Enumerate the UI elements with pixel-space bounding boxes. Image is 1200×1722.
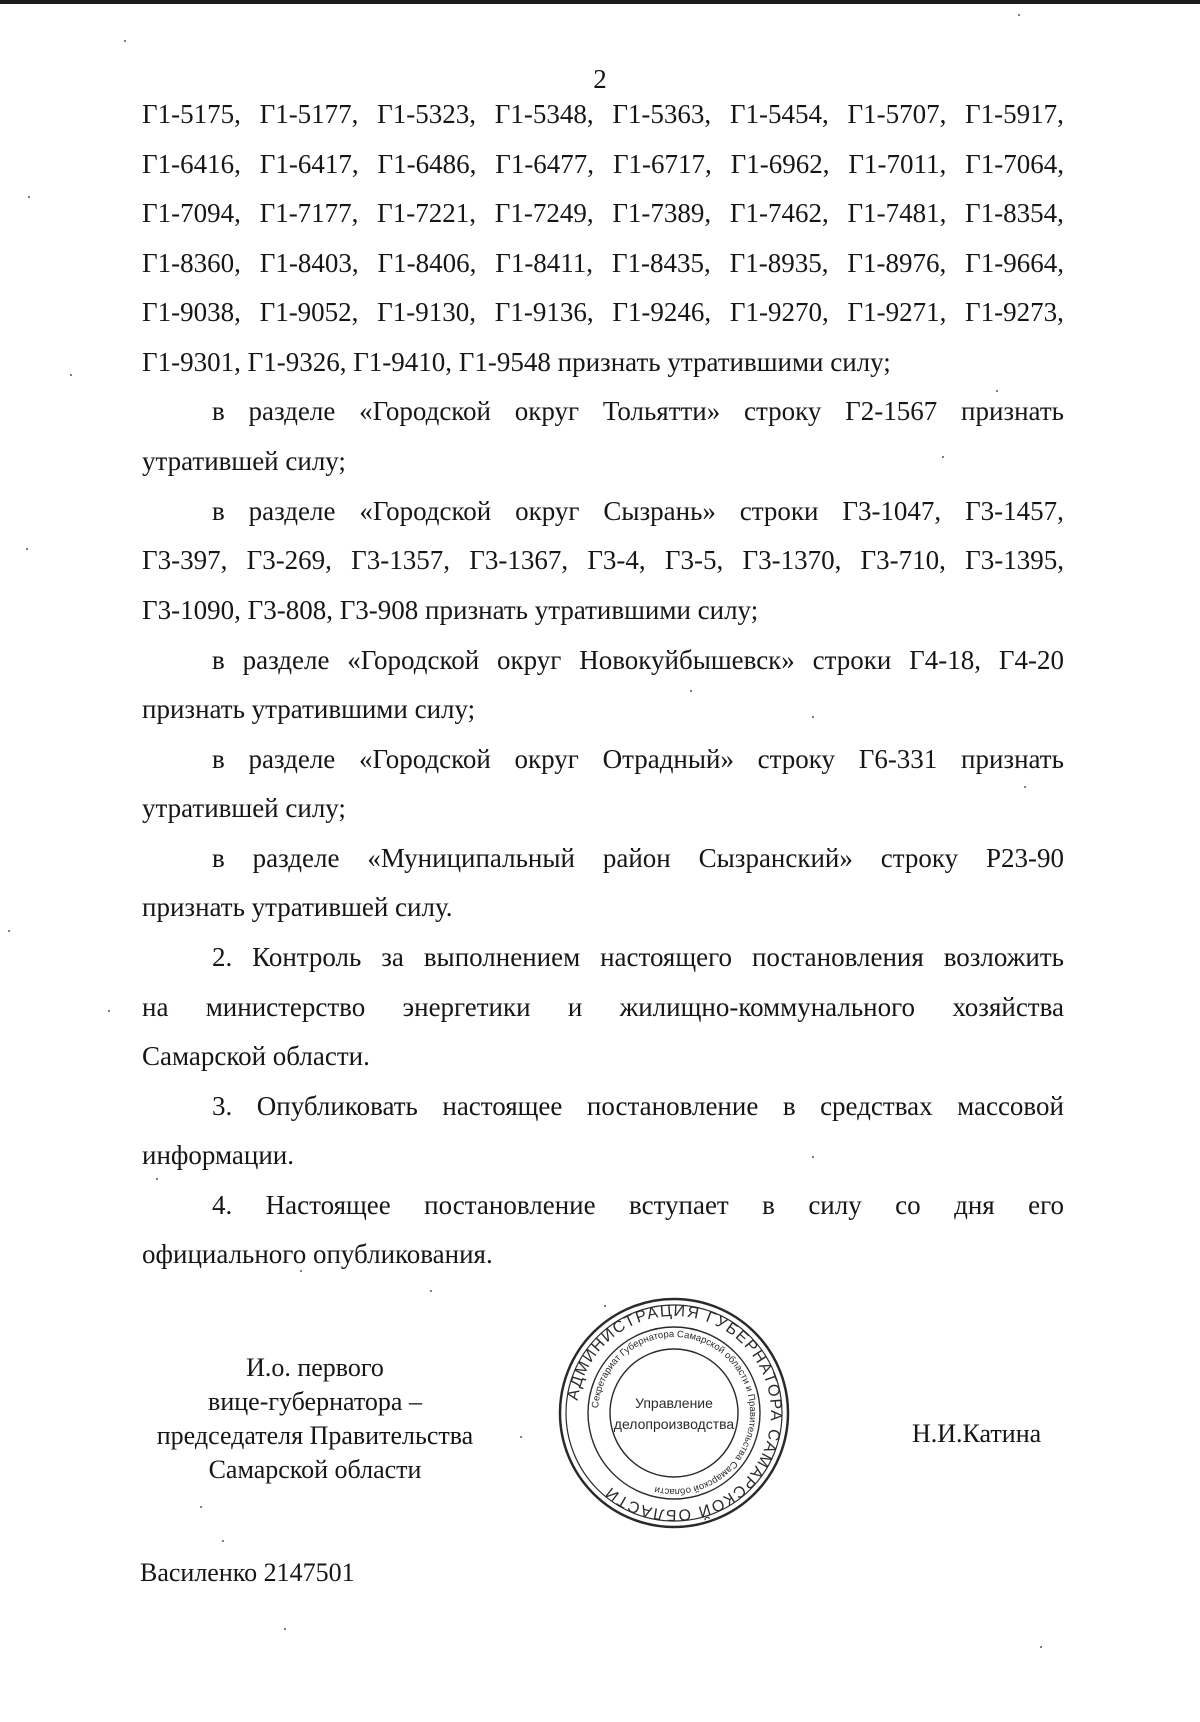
signatory-title-line: Самарской области (208, 1455, 422, 1484)
word: со (895, 1190, 921, 1220)
scan-top-edge (0, 0, 1200, 4)
word: округ (514, 396, 580, 426)
stamp-outer-text: АДМИНИСТРАЦИЯ ГУБЕРНАТОРА САМАРСКОЙ ОБЛАСТИ (564, 1302, 785, 1524)
word: Г3-1370, (742, 545, 842, 575)
item-3-line: информации. (142, 1140, 294, 1170)
word: «Городской (358, 744, 491, 774)
scan-speck (200, 1506, 202, 1508)
word: Г1-5348, (494, 99, 594, 129)
word: хозяйства (952, 992, 1064, 1022)
word: Г1-7177, (259, 198, 359, 228)
word: строку (880, 843, 959, 873)
word: 3. (212, 1091, 233, 1121)
scan-speck (942, 456, 944, 458)
word: массовой (957, 1091, 1064, 1121)
word: Г1-6486, (377, 149, 477, 179)
word: Контроль (252, 942, 362, 972)
word: в (212, 496, 225, 526)
word: Сызрань» (603, 496, 716, 526)
word: Г3-710, (860, 545, 946, 575)
word: Г1-8976, (847, 248, 947, 278)
stamp-center-line: делопроизводства (613, 1416, 735, 1432)
word: Г1-7064, (965, 149, 1064, 179)
word: Г1-5175, (142, 99, 241, 129)
word: «Муниципальный (367, 843, 575, 873)
word: дня (954, 1190, 995, 1220)
word: Сызранский» (698, 843, 853, 873)
word: Г3-269, (246, 545, 332, 575)
word: Г1-9052, (259, 297, 359, 327)
word: Г1-9270, (729, 297, 829, 327)
paragraph-syzransky-line (212, 841, 1064, 875)
scan-speck (28, 196, 30, 198)
paragraph-syzran-line: Г3-1090, Г3-808, Г3-908 признать утратившими силу; (142, 595, 759, 625)
word: Г1-5177, (259, 99, 359, 129)
word: Г1-7221, (377, 198, 477, 228)
word: Г3-397, (142, 545, 228, 575)
word: силу (808, 1190, 862, 1220)
item-4-line: официального опубликования. (142, 1239, 493, 1269)
scan-speck (124, 40, 126, 42)
word: Р23-90 (985, 843, 1064, 873)
signatory-title (120, 1351, 510, 1487)
paragraph-togliatti-line (212, 394, 1064, 428)
word: Г1-5363, (612, 99, 712, 129)
scan-speck (70, 374, 72, 376)
word: настоящее (442, 1091, 563, 1121)
scan-speck (1040, 1646, 1042, 1648)
item-2-line: Самарской области. (142, 1041, 370, 1071)
code-list-row (142, 196, 1064, 230)
word: выполнением (423, 942, 581, 972)
word: Г1-7481, (847, 198, 947, 228)
paragraph-otradny-line (212, 742, 1064, 776)
page-number: 2 (593, 64, 607, 94)
scan-speck (996, 390, 998, 392)
word: на (142, 992, 169, 1022)
executor-contact: Василенко 2147501 (140, 1558, 355, 1587)
official-stamp (554, 1293, 794, 1533)
word: Г1-8360, (142, 248, 241, 278)
word: в (212, 744, 225, 774)
word: в (212, 645, 225, 675)
word: жилищно-коммунального (619, 992, 916, 1022)
word: Г1-6477, (495, 149, 595, 179)
word: Г1-7462, (729, 198, 829, 228)
word: Г1-9136, (494, 297, 594, 327)
stamp-inner-text: Секретариат Губернатора Самарской области и Правительства Самарской области (590, 1328, 759, 1498)
scan-speck (812, 1156, 814, 1158)
word: Г1-5707, (847, 99, 947, 129)
paragraph-syzran-line (212, 494, 1064, 528)
word: Новокуйбышевск» (579, 645, 795, 675)
word: Отрадный» (602, 744, 734, 774)
word: Тольятти» (602, 396, 721, 426)
word: средствах (820, 1091, 933, 1121)
signer-name: Н.И.Катина (912, 1419, 1042, 1448)
word: признать (961, 744, 1064, 774)
word: Г4-20 (998, 645, 1064, 675)
paragraph-novokuibyshevsk-line: признать утратившими силу; (142, 694, 476, 724)
paragraph-syzran-line (142, 543, 1064, 577)
word: округ (497, 645, 562, 675)
word: вступает (629, 1190, 729, 1220)
word: Г1-5454, (729, 99, 829, 129)
word: «Городской (359, 396, 492, 426)
stamp-center-line: Управление (635, 1395, 713, 1411)
word: Г1-9130, (377, 297, 477, 327)
word: в (212, 843, 225, 873)
word: Г1-5917, (965, 99, 1064, 129)
word: Настоящее (265, 1190, 391, 1220)
item-2-line (212, 940, 1064, 974)
word: округ (514, 744, 579, 774)
word: в (782, 1091, 796, 1121)
word: строку (757, 744, 836, 774)
word: Г1-8411, (495, 248, 594, 278)
word: строку (744, 396, 822, 426)
word: Г3-1367, (469, 545, 569, 575)
paragraph-otradny-line: утратившей силу; (142, 793, 346, 823)
item-2-line (142, 990, 1064, 1024)
word: разделе (248, 744, 336, 774)
scan-speck (284, 1628, 286, 1630)
code-list-row (142, 97, 1064, 131)
scan-speck (520, 1436, 522, 1438)
word: и (567, 992, 583, 1022)
word: Г4-18, (909, 645, 982, 675)
word: Г1-8935, (729, 248, 829, 278)
word: Г1-7389, (612, 198, 712, 228)
signatory-title-line: председателя Правительства (156, 1421, 474, 1450)
word: «Городской (359, 496, 492, 526)
word: 4. (212, 1190, 233, 1220)
word: постановление (424, 1190, 596, 1220)
word: Г3-1457, (965, 496, 1064, 526)
paragraph-novokuibyshevsk-line (212, 643, 1064, 677)
word: за (381, 942, 404, 972)
code-list-row (142, 295, 1064, 329)
scan-speck (108, 1010, 110, 1012)
word: Г1-8435, (611, 248, 711, 278)
scan-speck (1018, 14, 1020, 16)
scan-speck (1024, 786, 1026, 788)
word: разделе (242, 645, 330, 675)
signatory-title-line: И.о. первого (246, 1353, 384, 1382)
word: постановления (751, 942, 924, 972)
word: Г3-4, (587, 545, 646, 575)
word: строки (812, 645, 892, 675)
word: Г2-1567 (845, 396, 938, 426)
word: министерство (205, 992, 366, 1022)
word: возложить (943, 942, 1064, 972)
code-list-row (142, 246, 1064, 280)
word: Г1-6962, (730, 149, 830, 179)
word: 2. (212, 942, 233, 972)
word: его (1028, 1190, 1064, 1220)
word: энергетики (402, 992, 531, 1022)
word: Г1-9273, (965, 297, 1064, 327)
stamp-seal-image (554, 1293, 794, 1533)
word: Г3-1047, (842, 496, 942, 526)
word: разделе (248, 496, 336, 526)
word: Г1-6417, (259, 149, 359, 179)
word: Г1-8406, (377, 248, 477, 278)
word: Опубликовать (256, 1091, 418, 1121)
word: Г3-1357, (351, 545, 451, 575)
scan-speck (430, 1290, 432, 1292)
word: Г1-9246, (612, 297, 712, 327)
word: Г1-8403, (259, 248, 359, 278)
word: в (762, 1190, 775, 1220)
code-list-row (142, 147, 1064, 181)
word: постановление (586, 1091, 759, 1121)
word: Г1-7249, (494, 198, 594, 228)
word: «Городской (347, 645, 480, 675)
word: Г6-331 (858, 744, 938, 774)
word: Г1-6717, (612, 149, 712, 179)
code-list-row-final: Г1-9301, Г1-9326, Г1-9410, Г1-9548 признать утратившими силу; (142, 347, 891, 377)
paragraph-togliatti-line: утратившей силу; (142, 446, 346, 476)
word: Г1-6416, (142, 149, 241, 179)
word: Г1-8354, (965, 198, 1064, 228)
item-4-line (212, 1188, 1064, 1222)
word: настоящего (600, 942, 733, 972)
scan-speck (222, 1540, 224, 1542)
word: строки (739, 496, 819, 526)
word: Г1-7094, (142, 198, 241, 228)
word: разделе (248, 396, 336, 426)
word: Г1-9271, (847, 297, 947, 327)
scan-speck (26, 548, 28, 550)
word: Г1-9664, (965, 248, 1064, 278)
word: в (212, 396, 225, 426)
word: разделе (252, 843, 340, 873)
word: признать (961, 396, 1064, 426)
scan-speck (8, 930, 10, 932)
word: Г1-7011, (848, 149, 947, 179)
scan-speck (812, 716, 814, 718)
scan-speck (156, 1178, 158, 1180)
word: Г3-5, (664, 545, 724, 575)
signatory-title-line: вице-губернатора – (208, 1387, 422, 1416)
word: район (602, 843, 671, 873)
item-3-line (212, 1089, 1064, 1123)
word: Г1-9038, (142, 297, 241, 327)
word: Г1-5323, (377, 99, 477, 129)
scan-speck (690, 690, 692, 692)
word: округ (515, 496, 580, 526)
word: Г3-1395, (965, 545, 1064, 575)
paragraph-syzransky-line: признать утратившей силу. (142, 892, 453, 922)
